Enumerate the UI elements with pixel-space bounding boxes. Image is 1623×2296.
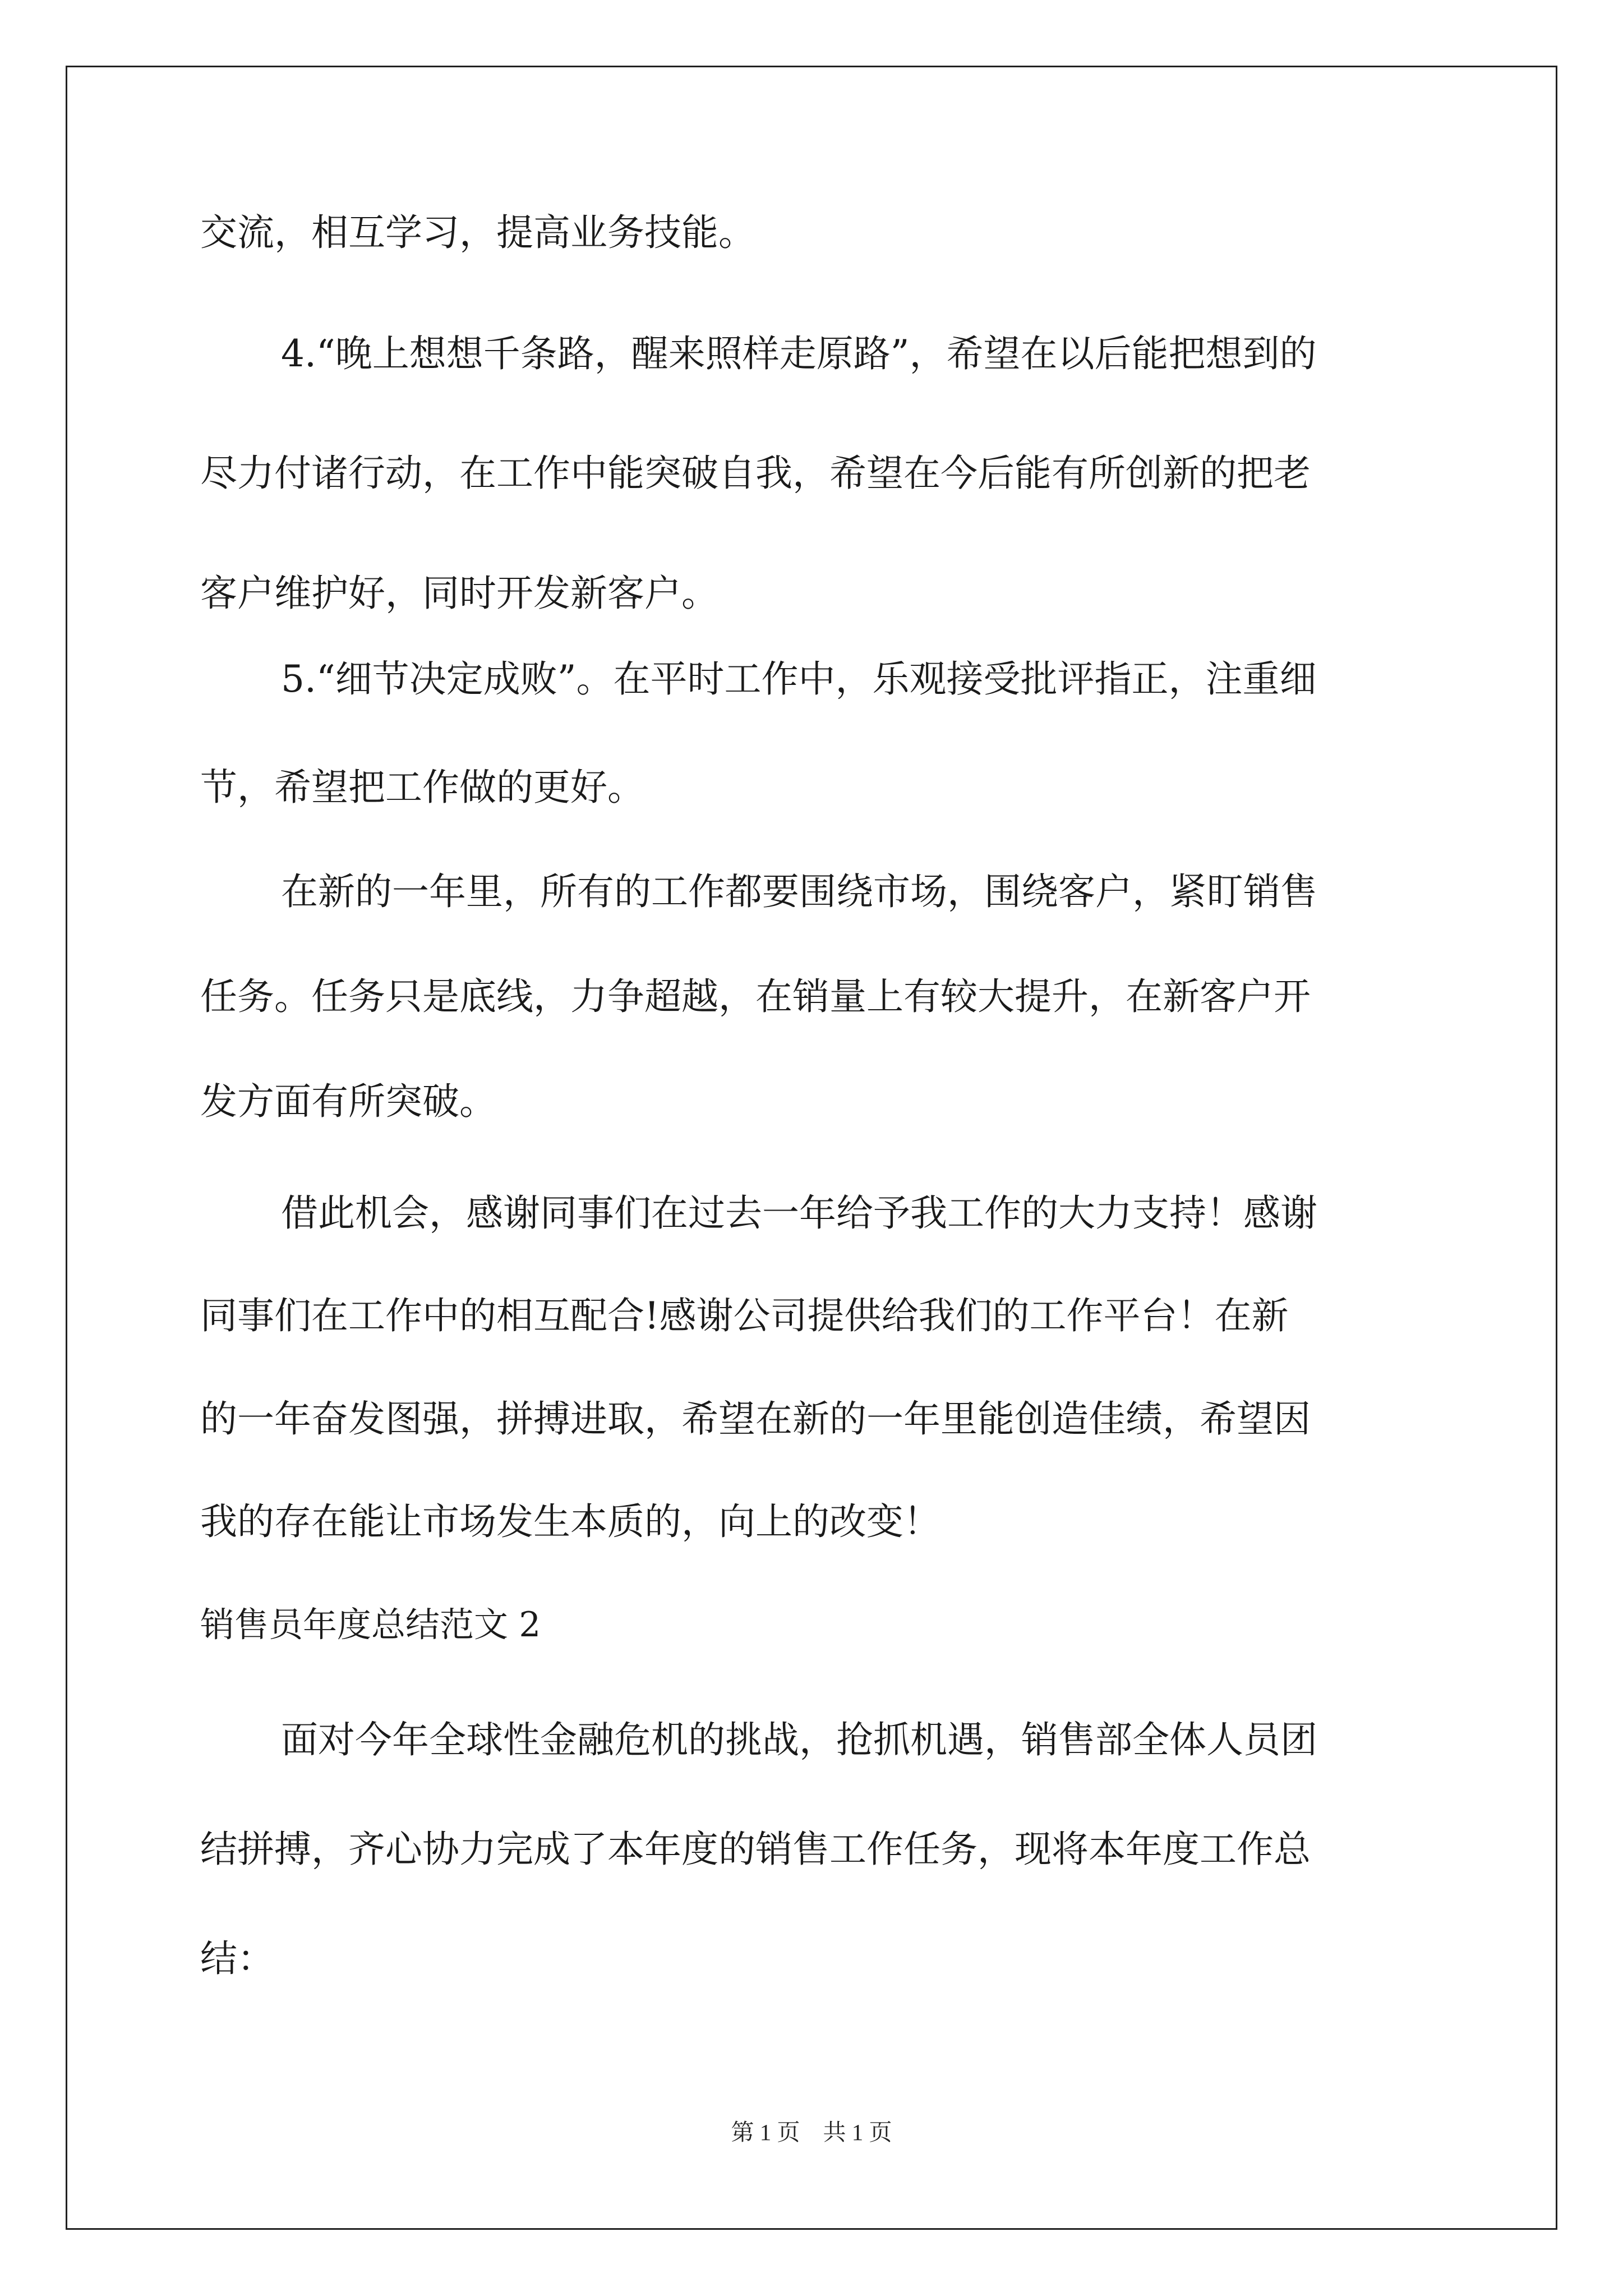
page-footer: 第 1 页 共 1 页: [731, 2119, 892, 2145]
paragraph-line: 结：: [200, 1937, 274, 1980]
paragraph-line: 客户维护好，同时开发新客户。: [200, 572, 718, 615]
page-border: [66, 66, 1557, 2230]
paragraph-line: 同事们在工作中的相互配合!感谢公司提供给我们的工作平台！在新: [200, 1294, 1289, 1337]
paragraph-line: 尽力付诸行动，在工作中能突破自我，希望在今后能有所创新的把老: [200, 452, 1311, 495]
paragraph-line: 5.“细节决定成败”。在平时工作中，乐观接受批评指正，注重细: [281, 657, 1317, 701]
paragraph-line: 我的存在能让市场发生本质的，向上的改变！: [200, 1500, 940, 1543]
paragraph-line: 结拼搏，齐心协力完成了本年度的销售工作任务，现将本年度工作总: [200, 1828, 1311, 1871]
paragraph-line: 面对今年全球性金融危机的挑战，抢抓机遇，销售部全体人员团: [281, 1718, 1317, 1761]
paragraph-line: 借此机会，感谢同事们在过去一年给予我工作的大力支持！感谢: [281, 1191, 1317, 1235]
paragraph-line: 4.“晚上想想千条路，醒来照样走原路”，希望在以后能把想到的: [281, 332, 1317, 375]
paragraph-line: 的一年奋发图强，拼搏进取，希望在新的一年里能创造佳绩，希望因: [200, 1397, 1311, 1441]
paragraph-line: 在新的一年里，所有的工作都要围绕市场，围绕客户，紧盯销售: [281, 870, 1317, 913]
section-title: 销售员年度总结范文 2: [200, 1605, 541, 1645]
paragraph-line: 发方面有所突破。: [200, 1080, 496, 1123]
paragraph-line: 交流，相互学习，提高业务技能。: [200, 211, 755, 254]
paragraph-line: 节，希望把工作做的更好。: [200, 766, 644, 809]
paragraph-line: 任务。任务只是底线，力争超越，在销量上有较大提升，在新客户开: [200, 975, 1311, 1018]
